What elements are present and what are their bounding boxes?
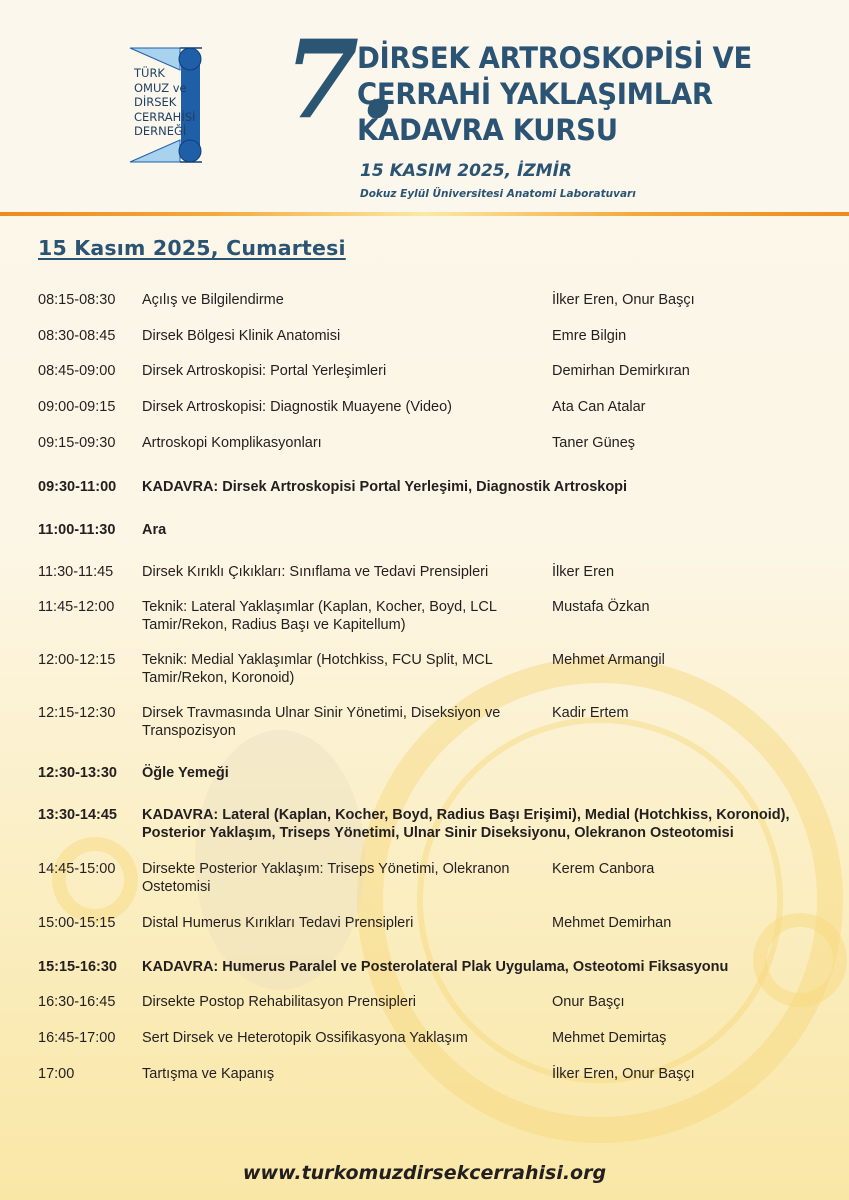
- title-line-3: KADAVRA KURSU: [357, 112, 618, 148]
- session-speaker: Mehmet Demirhan: [552, 915, 672, 931]
- session-speaker: Kerem Canbora: [552, 861, 655, 877]
- session-topic: KADAVRA: Humerus Paralel ve Posterolateral Plak Uygulama, Osteotomi Fiksasyonu: [142, 959, 729, 975]
- session-time: 11:45-12:00: [38, 599, 115, 615]
- session-topic: Dirsek Travmasında Ulnar Sinir Yönetimi, Diseksiyon ve Transpozisyon: [142, 705, 501, 739]
- session-speaker: İlker Eren, Onur Başçı: [552, 292, 695, 308]
- session-time: 11:00-11:30: [38, 522, 116, 538]
- logo-text: TÜRK OMUZ ve DİRSEK CERRAHİSİ DERNEĞİ: [134, 66, 196, 138]
- session-time: 12:30-13:30: [38, 765, 117, 781]
- session-time: 13:30-14:45: [38, 807, 117, 823]
- session-topic: Teknik: Medial Yaklaşımlar (Hotchkiss, FCU Split, MCL Tamir/Rekon, Koronoid): [142, 652, 493, 686]
- event-venue: Dokuz Eylül Üniversitesi Anatomi Laboratuvarı: [360, 188, 636, 200]
- session-speaker: Ata Can Atalar: [552, 399, 646, 415]
- session-topic: Tartışma ve Kapanış: [142, 1066, 275, 1082]
- session-topic: KADAVRA: Dirsek Artroskopisi Portal Yerleşimi, Diagnostik Artroskopi: [142, 479, 628, 495]
- session-topic: Açılış ve Bilgilendirme: [142, 292, 284, 308]
- session-topic: Dirsek Artroskopisi: Diagnostik Muayene (Video): [142, 399, 453, 415]
- session-topic: KADAVRA: Lateral (Kaplan, Kocher, Boyd, Radius Başı Erişimi), Medial (Hotchkiss, Koronoid), Posterior Yaklaşım, Triseps Yönetimi, Ulnar Sinir Diseksiyonu, Olekranon Osteotomisi: [142, 807, 790, 841]
- session-speaker: Mustafa Özkan: [552, 599, 650, 615]
- day-heading: 15 Kasım 2025, Cumartesi: [38, 236, 346, 260]
- session-topic: Sert Dirsek ve Heterotopik Ossifikasyona Yaklaşım: [142, 1030, 468, 1046]
- session-topic: Ara: [142, 522, 167, 538]
- header: [0, 0, 849, 212]
- session-time: 08:15-08:30: [38, 292, 116, 308]
- session-speaker: Demirhan Demirkıran: [552, 363, 690, 379]
- session-time: 17:00: [38, 1066, 75, 1082]
- session-time: 16:30-16:45: [38, 994, 116, 1010]
- session-speaker: İlker Eren, Onur Başçı: [552, 1066, 695, 1082]
- session-time: 08:45-09:00: [38, 363, 116, 379]
- website-link[interactable]: www.turkomuzdirsekcerrahisi.org: [242, 1162, 607, 1184]
- session-time: 14:45-15:00: [38, 861, 116, 877]
- event-date-location: 15 KASIM 2025, İZMİR: [360, 161, 572, 181]
- session-time: 09:30-11:00: [38, 479, 117, 495]
- session-speaker: Kadir Ertem: [552, 705, 629, 721]
- header-divider: [0, 212, 849, 216]
- title-line-1: DİRSEK ARTROSKOPİSİ VE: [357, 40, 752, 76]
- session-time: 15:00-15:15: [38, 915, 116, 931]
- session-time: 12:15-12:30: [38, 705, 116, 721]
- session-time: 09:00-09:15: [38, 399, 116, 415]
- session-time: 09:15-09:30: [38, 435, 116, 451]
- title-line-2: CERRAHİ YAKLAŞIMLAR: [357, 76, 713, 112]
- session-topic: Teknik: Lateral Yaklaşımlar (Kaplan, Kocher, Boyd, LCL Tamir/Rekon, Radius Başı ve Kapitellum): [142, 599, 497, 633]
- session-topic: Distal Humerus Kırıkları Tedavi Prensipleri: [142, 915, 414, 931]
- session-time: 12:00-12:15: [38, 652, 116, 668]
- session-topic: Dirsekte Posterior Yaklaşım: Triseps Yönetimi, Olekranon Ostetomisi: [142, 861, 510, 895]
- session-time: 08:30-08:45: [38, 328, 116, 344]
- session-speaker: Onur Başçı: [552, 994, 625, 1010]
- session-topic: Dirsek Artroskopisi: Portal Yerleşimleri: [142, 363, 387, 379]
- session-time: 15:15-16:30: [38, 959, 117, 975]
- edition-number: 7.: [284, 17, 397, 143]
- session-time: 11:30-11:45: [38, 564, 114, 580]
- session-speaker: Taner Güneş: [552, 435, 636, 451]
- session-speaker: Emre Bilgin: [552, 328, 627, 344]
- session-topic: Dirsek Bölgesi Klinik Anatomisi: [142, 328, 341, 344]
- session-topic: Dirsek Kırıklı Çıkıkları: Sınıflama ve Tedavi Prensipleri: [142, 564, 489, 580]
- session-time: 16:45-17:00: [38, 1030, 116, 1046]
- session-speaker: Mehmet Demirtaş: [552, 1030, 667, 1046]
- session-topic: Artroskopi Komplikasyonları: [142, 435, 322, 451]
- session-topic: Öğle Yemeği: [142, 765, 229, 781]
- session-speaker: İlker Eren: [552, 564, 615, 580]
- session-speaker: Mehmet Armangil: [552, 652, 665, 668]
- session-topic: Dirsekte Postop Rehabilitasyon Prensipleri: [142, 994, 417, 1010]
